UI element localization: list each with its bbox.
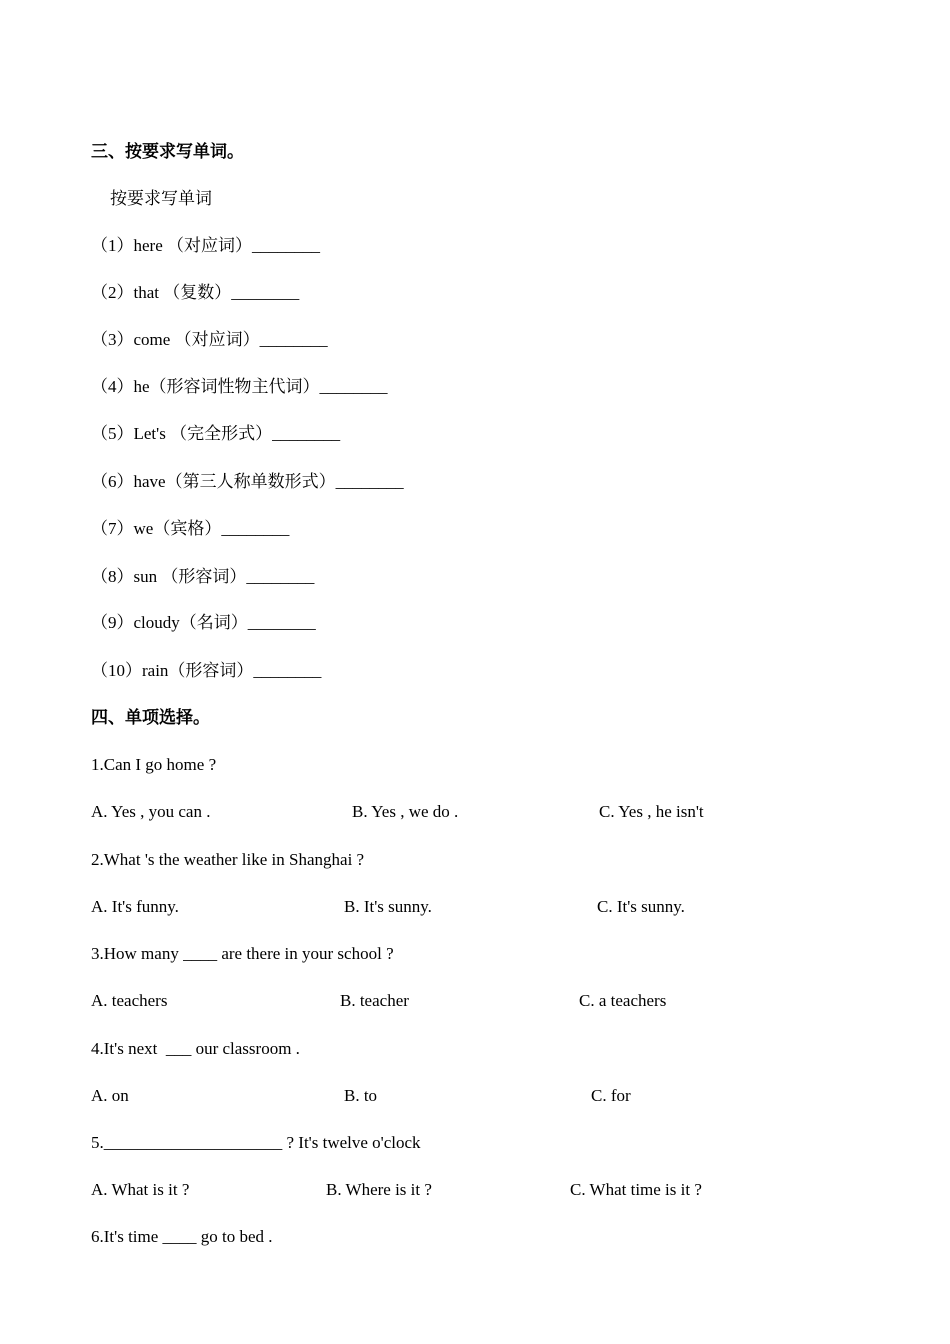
fill-item-3: （3）come （对应词）________	[91, 330, 328, 349]
question-4-option-c: C. for	[591, 1086, 631, 1105]
question-3-option-b: B. teacher	[340, 991, 409, 1010]
fill-item-1: （1）here （对应词）________	[91, 236, 321, 255]
question-1-option-a: A. Yes , you can .	[91, 802, 211, 821]
question-2-option-a: A. It's funny.	[91, 897, 179, 916]
question-1-option-b: B. Yes , we do .	[352, 802, 459, 821]
fill-item-7: （7）we（宾格）________	[91, 519, 290, 538]
question-4-option-a: A. on	[91, 1086, 129, 1105]
section-3-heading: 三、按要求写单词。	[91, 142, 244, 161]
question-5-stem: 5._____________________ ? It's twelve o'clock	[91, 1133, 421, 1152]
question-3-option-c: C. a teachers	[579, 991, 667, 1010]
question-5-option-b: B. Where is it ?	[326, 1180, 432, 1199]
fill-item-8: （8）sun （形容词）________	[91, 567, 315, 586]
question-3-stem: 3.How many ____ are there in your school ?	[91, 944, 394, 963]
question-2-stem: 2.What 's the weather like in Shanghai ?	[91, 850, 365, 869]
question-3-option-a: A. teachers	[91, 991, 168, 1010]
question-4-option-b: B. to	[344, 1086, 378, 1105]
fill-item-5: （5）Let's （完全形式）________	[91, 424, 341, 443]
question-1-option-c: C. Yes , he isn't	[599, 802, 704, 821]
question-5-option-a: A. What is it ?	[91, 1180, 190, 1199]
fill-item-9: （9）cloudy（名词）________	[91, 613, 316, 632]
question-4-stem: 4.It's next ___ our classroom .	[91, 1039, 300, 1058]
question-1-stem: 1.Can I go home ?	[91, 755, 217, 774]
question-5-option-c: C. What time is it ?	[570, 1180, 702, 1199]
fill-item-10: （10）rain（形容词）________	[91, 661, 322, 680]
fill-item-4: （4）he（形容词性物主代词）________	[91, 377, 388, 396]
question-6-stem: 6.It's time ____ go to bed .	[91, 1227, 273, 1246]
question-2-option-c: C. It's sunny.	[597, 897, 685, 916]
fill-item-6: （6）have（第三人称单数形式）________	[91, 472, 404, 491]
section-4-heading: 四、单项选择。	[91, 708, 210, 727]
fill-item-2: （2）that （复数）________	[91, 283, 300, 302]
section-3-instruction: 按要求写单词	[110, 189, 212, 208]
question-2-option-b: B. It's sunny.	[344, 897, 432, 916]
